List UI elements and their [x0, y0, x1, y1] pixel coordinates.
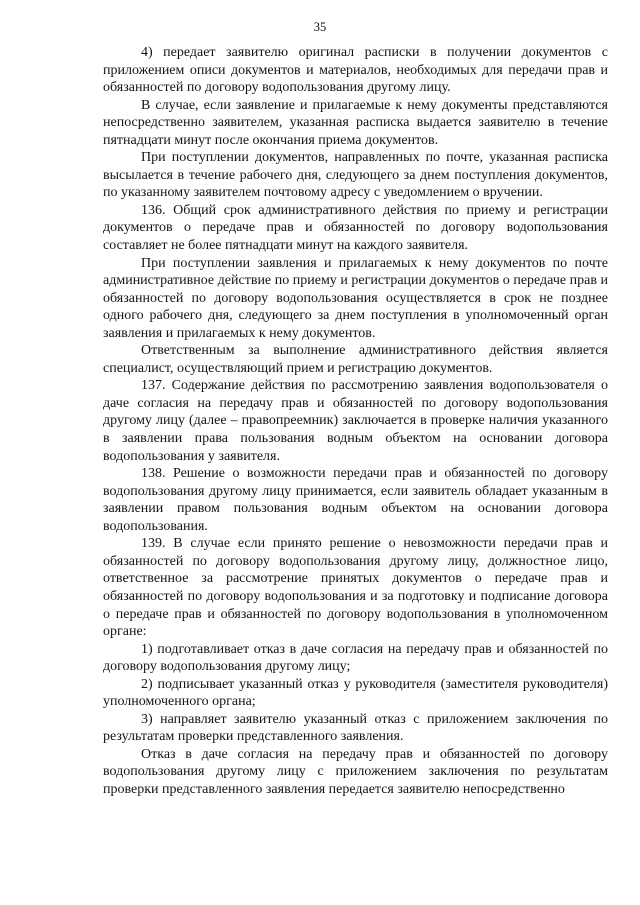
paragraph-mail-registration: При поступлении заявления и прилагаемых к нему документов по почте административное действие по приему и регистрации документов о передаче прав и обязанностей по договору водопользования осуществляется в срок не позднее одного рабочего дня, следующего за днем поступления в уполномоченный орган заявления и прилагаемых к нему документов. — [103, 255, 608, 341]
paragraph-139-item-3: 3) направляет заявителю указанный отказ с приложением заключения по результатам проверки представленного заявления. — [103, 711, 608, 745]
paragraph-139-item-1: 1) подготавливает отказ в даче согласия на передачу прав и обязанностей по договору водопользования другому лицу; — [103, 641, 608, 675]
paragraph-136: 136. Общий срок административного действия по приему и регистрации документов о передаче прав и обязанностей по договору водопользования составляет не более пятнадцати минут на каждого заявителя. — [103, 202, 608, 254]
paragraph-139: 139. В случае если принято решение о невозможности передачи прав и обязанностей по договору водопользования другому лицу, должностное лицо, ответственное за рассмотрение принятых документов о передаче прав и обязанностей по договору водопользования и за подготовку и подписание договора о передаче прав и обязанностей по договору водопользования в уполномоченном органе: — [103, 536, 608, 640]
paragraph-responsible-specialist: Ответственным за выполнение административного действия является специалист, осуществляющий прием и регистрацию документов. — [103, 343, 608, 376]
paragraph-138: 138. Решение о возможности передачи прав и обязанностей по договору водопользования другому лицу принимается, если заявитель обладает указанным в заявлении правом пользования водным объектом на основании договора водопользования. — [103, 466, 608, 534]
paragraph-receipt-in-person: В случае, если заявление и прилагаемые к нему документы представляются непосредственно заявителем, указанная расписка выдается заявителю в течение пятнадцати минут после окончания приема документов. — [103, 97, 608, 148]
paragraph-refusal-delivery: Отказ в даче согласия на передачу прав и обязанностей по договору водопользования другому лицу с приложением заключения по результатам проверки представленного заявления передается заявителю непосредственно — [103, 746, 608, 797]
paragraph-139-item-2: 2) подписывает указанный отказ у руководителя (заместителя руководителя) уполномоченного органа; — [103, 676, 608, 710]
page-number: 35 — [313, 20, 327, 34]
paragraph-137: 137. Содержание действия по рассмотрению заявления водопользователя о даче согласия на передачу прав и обязанностей по договору водопользования другому лицу (далее – правопреемник) заключается в проверке наличия указанного в заявлении права пользования водным объектом на основании договора водопользования у заявителя. — [103, 378, 608, 464]
paragraph-item-4: 4) передает заявителю оригинал расписки в получении документов с приложением описи документов и материалов, необходимых для передачи прав и обязанностей по договору водопользования другому лицу. — [103, 45, 608, 96]
document-body — [103, 44, 608, 799]
paragraph-receipt-by-mail: При поступлении документов, направленных по почте, указанная расписка высылается в течение рабочего дня, следующего за днем поступления документов, по указанному заявителем почтовому адресу с уведомлением о вручении. — [103, 150, 608, 201]
